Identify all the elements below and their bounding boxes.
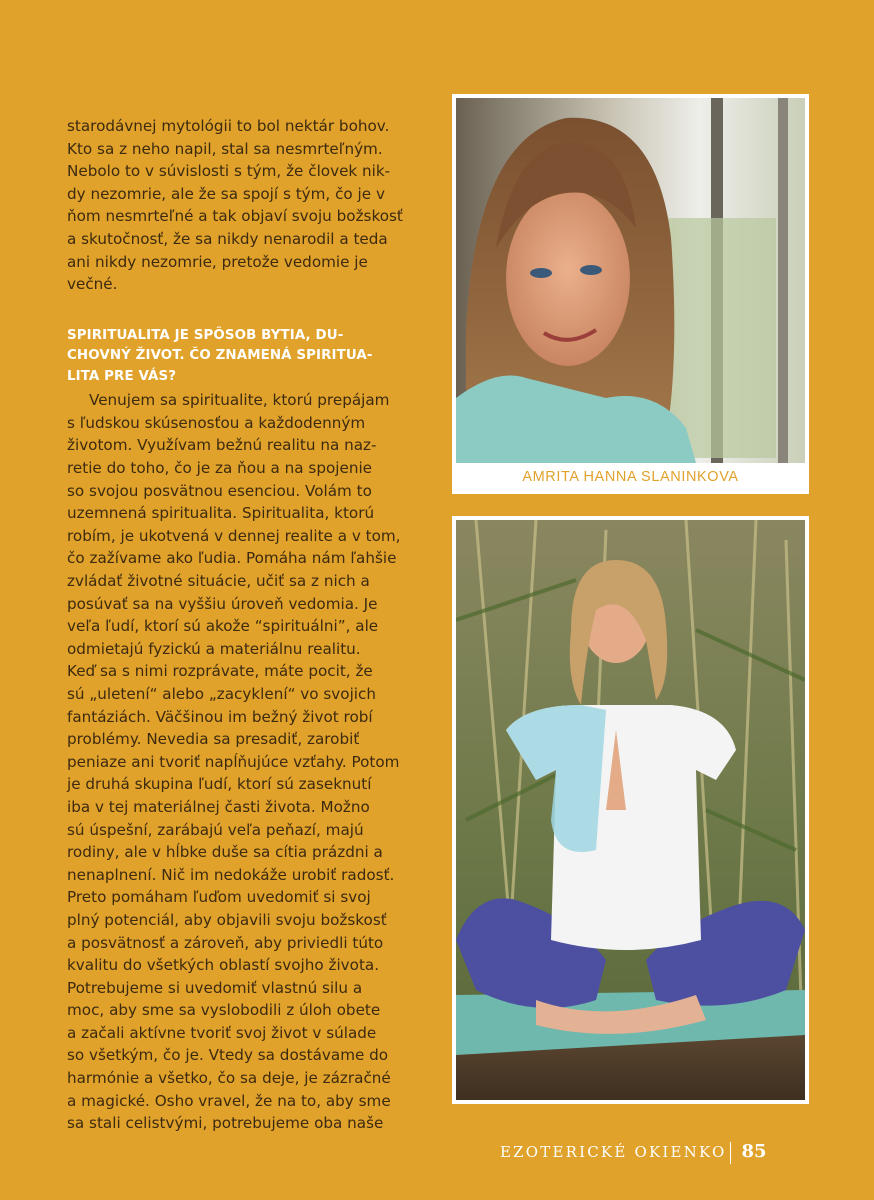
- text-line: ani nikdy nezomrie, pretože vedomie je: [67, 252, 368, 271]
- portrait-photo: [456, 98, 805, 463]
- text-line: Venujem sa spiritualite, ktorú prepájam: [89, 391, 390, 410]
- heading-line: SPIRITUALITA JE SPÔSOB BYTIA, DU-: [67, 327, 344, 343]
- text-line: uzemnená spiritualita. Spiritualita, ktorú: [67, 504, 375, 523]
- text-line: robím, je ukotvená v dennej realite a v tom,: [67, 526, 401, 545]
- text-line: harmónie a všetko, čo sa deje, je zázračné: [67, 1069, 391, 1088]
- text-line: Kto sa z neho napil, stal sa nesmrteľným.: [67, 139, 383, 158]
- text-line: kvalitu do všetkých oblastí svojho života.: [67, 956, 380, 975]
- portrait-photo-frame: [452, 94, 809, 494]
- text-line: večné.: [67, 275, 118, 294]
- text-line: iba v tej materiálnej časti života. Možno: [67, 797, 370, 816]
- text-line: veľa ľudí, ktorí sú akože “spirituálni”, ale: [67, 617, 379, 636]
- text-line: Nebolo to v súvislosti s tým, že človek nik-: [67, 162, 391, 181]
- text-line: zvládať životné situácie, učiť sa z nich a: [67, 572, 370, 590]
- text-line: a magické. Osho vravel, že na to, aby sme: [67, 1091, 391, 1110]
- text-line: sú úspešní, zarábajú veľa peňazí, majú: [67, 820, 364, 839]
- text-line: nenaplnení. Nič im nedokáže urobiť radosť.: [67, 865, 395, 884]
- text-line: plný potenciál, aby objavili svoju božskosť: [67, 910, 387, 929]
- text-line: problémy. Nevedia sa presadiť, zarobiť: [67, 730, 360, 749]
- text-line: Keď sa s nimi rozprávate, máte pocit, že: [67, 662, 373, 681]
- text-line: životom. Využívam bežnú realitu na naz-: [67, 436, 377, 455]
- text-line: starodávnej mytológii to bol nektár bohov.: [67, 117, 390, 135]
- heading-line: CHOVNÝ ŽIVOT. ČO ZNAMENÁ SPIRITUA-: [67, 348, 373, 364]
- text-line: rodiny, ale v hĺbke duše sa cítia prázdni a: [67, 843, 383, 862]
- text-line: a posvätnosť a zároveň, aby priviedli túto: [67, 933, 384, 952]
- text-line: Potrebujeme si uvedomiť vlastnú silu a: [67, 978, 363, 997]
- section-heading: [67, 326, 427, 388]
- text-line: sa stali celistvými, potrebujeme oba naše: [67, 1114, 384, 1133]
- text-line: retie do toho, čo je za ňou a na spojenie: [67, 459, 373, 478]
- photo-caption: AMRITA HANNA SLANINKOVA: [522, 469, 739, 485]
- yoga-photo: [456, 520, 805, 1100]
- paragraph-1: [67, 115, 427, 296]
- page-footer: [500, 1138, 800, 1166]
- text-line: ňom nesmrteľné a tak objaví svoju božskosť: [67, 207, 403, 226]
- text-line: sú „uletení“ alebo „zacyklení“ vo svojich: [67, 684, 376, 703]
- text-line: odmietajú fyzickú a materiálnu realitu.: [67, 639, 361, 658]
- text-line: dy nezomrie, ale že sa spojí s tým, čo je v: [67, 184, 385, 203]
- text-line: je druhá skupina ľudí, ktorí sú zaseknutí: [67, 775, 372, 794]
- text-line: a začali aktívne tvoriť svoj život v súlade: [67, 1023, 377, 1042]
- page-number: 85: [741, 1141, 767, 1162]
- article-column: [67, 115, 427, 1135]
- text-line: a skutočnosť, že sa nikdy nenarodil a teda: [67, 229, 388, 248]
- text-line: s ľudskou skúsenosťou a každodenným: [67, 413, 366, 432]
- text-line: fantáziách. Väčšinou im bežný život robí: [67, 707, 373, 726]
- text-line: Preto pomáham ľuďom uvedomiť si svoj: [67, 888, 371, 907]
- text-line: so všetkým, čo je. Vtedy sa dostávame do: [67, 1046, 389, 1065]
- text-line: moc, aby sme sa vyslobodili z úloh obete: [67, 1001, 381, 1020]
- yoga-photo-frame: [452, 516, 809, 1104]
- section-name: EZOTERICKÉ OKIENKO: [500, 1143, 727, 1161]
- text-line: so svojou posvätnou esenciou. Volám to: [67, 481, 372, 500]
- paragraph-2: [67, 389, 427, 1135]
- text-line: čo zažívame ako ľudia. Pomáha nám ľahšie: [67, 549, 397, 568]
- text-line: posúvať sa na vyššiu úroveň vedomia. Je: [67, 594, 378, 613]
- text-line: peniaze ani tvoriť napĺňujúce vzťahy. Potom: [67, 752, 400, 771]
- footer-divider: [730, 1142, 731, 1164]
- heading-line: LITA PRE VÁS?: [67, 368, 177, 384]
